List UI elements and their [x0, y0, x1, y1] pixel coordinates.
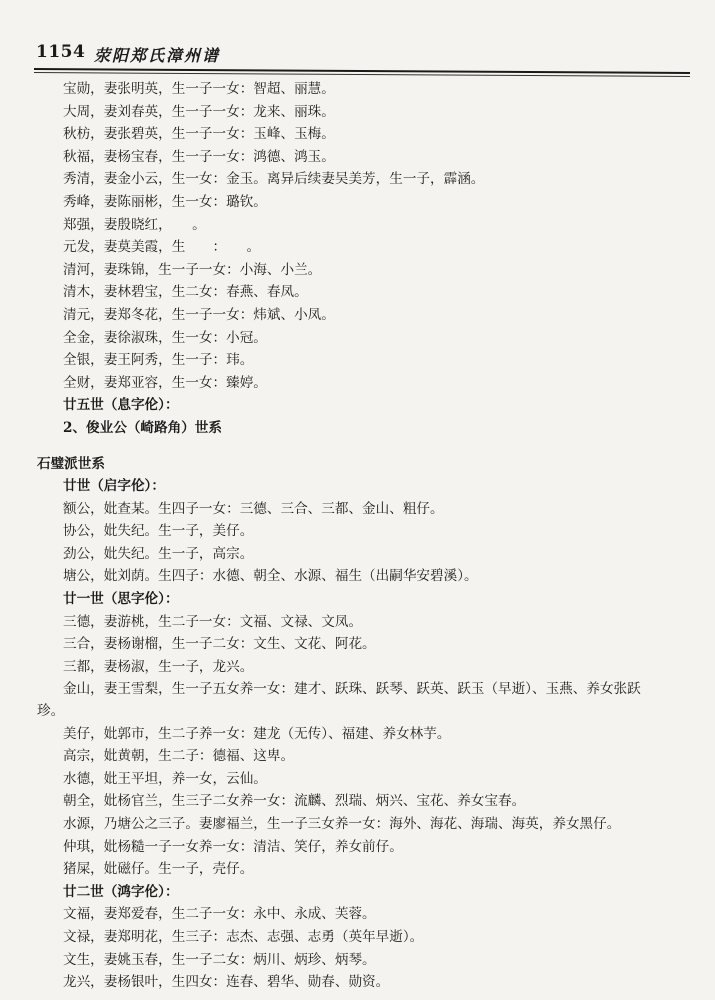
entry-line: 劲公，妣失纪。生一子，高宗。: [63, 545, 254, 562]
section-heading: 2、俊业公（崎路角）世系: [63, 419, 222, 436]
entry-line: 全银，妻王阿秀，生一子：玮。: [63, 352, 254, 369]
entry-line: 元发，妻莫美霞，生 ： 。: [63, 239, 261, 256]
entry-line: 文生，妻姚玉春，生一子二女：炳川、炳珍、炳琴。: [63, 951, 376, 968]
entry-line: 龙兴，妻杨银叶，生四女：连春、碧华、勋春、勋资。: [63, 974, 390, 991]
entry-line: 郑强，妻殷晓红， 。: [63, 216, 206, 233]
entry-line: 塘公，妣刘荫。生四子：水德、朝全、水源、福生（出嗣华安碧溪）。: [63, 568, 478, 585]
entry-line-continuation: 珍。: [37, 703, 65, 720]
entry-line: 三都，妻杨淑，生一子，龙兴。: [63, 658, 254, 675]
entry-line: 文禄，妻郑明花，生三子：志杰、志强、志勇（英年早逝）。: [63, 928, 424, 945]
generation-heading: 廿五世（息字伦）：: [63, 397, 179, 414]
page-number: 1154: [36, 42, 86, 62]
generation-heading: 廿世（启字伦）：: [63, 478, 165, 495]
entry-line: 清河，妻珠锦，生一子一女：小海、小兰。: [63, 261, 322, 278]
entry-line: 宝勋，妻张明英，生一子一女：智超、丽慧。: [63, 81, 335, 97]
entry-line: 水源，乃塘公之三子。妻廖福兰，生一子三女养一女：海外、海花、海瑞、海英，养女黑仔。: [63, 816, 621, 832]
genealogy-text: [37, 78, 687, 994]
book-title: 荥阳郑氏漳州谱: [94, 46, 221, 65]
entry-line: 额公，妣查某。生四子一女：三德、三合、三都、金山、粗仔。: [63, 500, 444, 517]
entry-line: 金山，妻王雪梨，生一子五女养一女：建才、跃珠、跃琴、跃英、跃玉（早逝）、玉燕、养女张跃: [63, 681, 641, 698]
entry-line: 全财，妻郑亚容，生一女：臻婷。: [63, 374, 267, 391]
entry-line: 秋枋，妻张碧英，生一子一女：玉峰、玉梅。: [63, 126, 335, 143]
entry-line: 文福，妻郑爱春，生二子一女：永中、永成、芙蓉。: [63, 906, 376, 923]
entry-line: 水德，妣王平坦，养一女，云仙。: [63, 770, 267, 787]
entry-line: 美仔，妣郭市，生二子养一女：建龙（无传）、福建、养女林芋。: [63, 725, 451, 742]
page-header: [36, 42, 696, 68]
generation-heading: 廿一世（思字伦）：: [63, 591, 179, 608]
entry-line: 大周，妻刘春英，生一子一女：龙来、丽珠。: [63, 103, 335, 120]
entry-line: 猪屎，妣磁仔。生一子，壳仔。: [63, 861, 254, 878]
entry-line: 秀峰，妻陈丽彬，生一女：璐钦。: [63, 193, 267, 210]
entry-line: 朝全，妣杨官兰，生三子二女养一女：流麟、烈瑞、炳兴、宝花、养女宝春。: [63, 793, 526, 810]
entry-line: 三合，妻杨谢榴，生一子二女：文生、文花、阿花。: [63, 636, 376, 653]
entry-line: 清元，妻郑冬花，生一子一女：炜斌、小凤。: [63, 306, 335, 323]
entry-line: 三德，妻游桃，生二子一女：文福、文禄、文凤。: [63, 613, 363, 630]
entry-line: 全金，妻徐淑珠，生一女：小冠。: [63, 329, 267, 346]
entry-line: 仲琪，妣杨糙一子一女养一女：清洁、笑仔，养女前仔。: [63, 838, 403, 855]
entry-line: 秋福，妻杨宝春，生一子一女：鸿德、鸿玉。: [63, 148, 335, 165]
entry-line: 秀清，妻金小云，生一女：金玉。离异后续妻吴美芳，生一子，霹涵。: [63, 171, 485, 188]
entry-line: 高宗，妣黄朝，生二子：德福、这卑。: [63, 748, 295, 765]
branch-heading: 石璧派世系: [37, 455, 105, 472]
entry-line: 协公，妣失纪。生一子，美仔。: [63, 523, 254, 540]
generation-heading: 廿二世（鸿字伦）：: [63, 883, 179, 900]
entry-line: 清木，妻林碧宝，生二女：春燕、春凤。: [63, 284, 308, 301]
